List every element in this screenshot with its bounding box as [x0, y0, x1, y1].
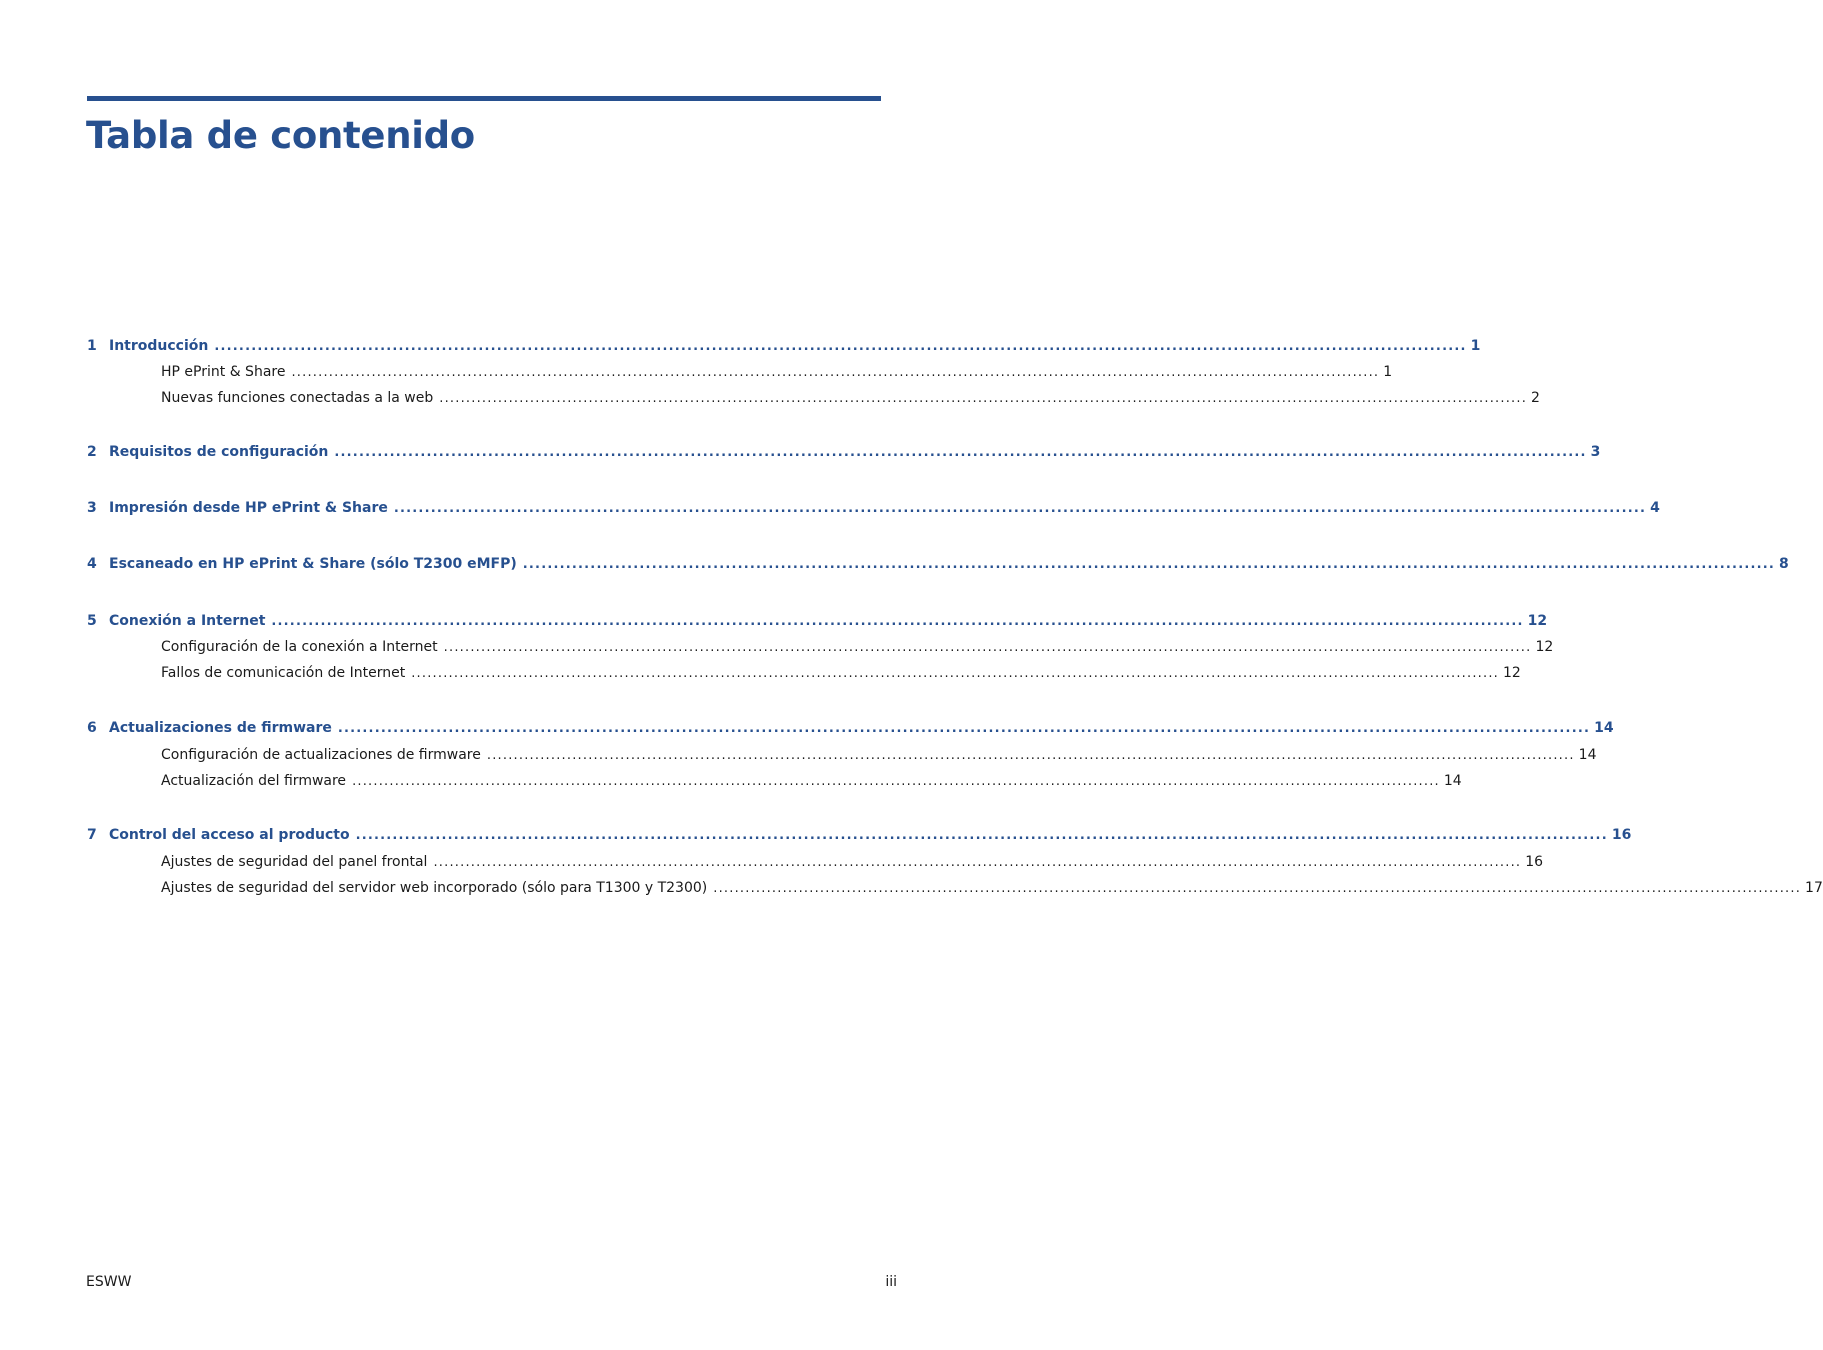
toc-section-6-2[interactable]: [161, 771, 1462, 791]
chapter-title: Escaneado en HP ePrint & Share (sólo T2300 eMFP): [109, 556, 517, 572]
toc-chapter-1[interactable]: [87, 336, 1481, 356]
footer-page-number: iii: [885, 1274, 897, 1290]
page-number: 12: [1527, 613, 1548, 629]
dot-leader: ............................................................................................................................................................................................................: [439, 391, 1528, 406]
chapter-number: 6: [87, 720, 97, 736]
toc-chapter-3[interactable]: [87, 498, 1660, 518]
section-title: Fallos de comunicación de Internet: [161, 665, 406, 681]
chapter-title: Control del acceso al producto: [109, 827, 350, 843]
toc-section-1-2[interactable]: [161, 388, 1540, 408]
toc-section-6-1[interactable]: [161, 745, 1597, 765]
page-number: 2: [1531, 390, 1540, 406]
chapter-title: Conexión a Internet: [109, 613, 266, 629]
dot-leader: ............................................................................................................................................................................................................: [522, 557, 1776, 572]
toc-section-5-1[interactable]: [161, 637, 1554, 657]
toc-chapter-2[interactable]: [87, 442, 1601, 462]
chapter-number: 5: [87, 613, 97, 629]
toc-section-5-2[interactable]: [161, 663, 1521, 683]
section-title: Configuración de la conexión a Internet: [161, 639, 438, 655]
section-title: Nuevas funciones conectadas a la web: [161, 390, 434, 406]
page-number: 14: [1594, 720, 1614, 736]
page-number: 8: [1779, 556, 1789, 572]
chapter-number: 7: [87, 827, 97, 843]
page-number: 1: [1470, 338, 1481, 354]
chapter-title: Introducción: [109, 338, 209, 354]
page-number: 4: [1650, 500, 1660, 516]
page-title: Tabla de contenido: [86, 114, 475, 157]
page-number: 3: [1590, 444, 1601, 460]
dot-leader: ............................................................................................................................................................................................................: [411, 666, 1500, 681]
dot-leader: ............................................................................................................................................................................................................: [355, 828, 1608, 843]
chapter-number: 2: [87, 444, 97, 460]
chapter-title: Requisitos de configuración: [109, 444, 329, 460]
chapter-number: 3: [87, 500, 97, 516]
section-title: HP ePrint & Share: [161, 364, 286, 380]
page-number: 16: [1525, 854, 1544, 870]
dot-leader: ............................................................................................................................................................................................................: [334, 445, 1587, 460]
dot-leader: ............................................................................................................................................................................................................: [433, 855, 1522, 870]
toc-chapter-4[interactable]: [87, 554, 1789, 574]
toc-section-7-1[interactable]: [161, 852, 1544, 872]
section-title: Ajustes de seguridad del servidor web incorporado (sólo para T1300 y T2300): [161, 880, 708, 896]
dot-leader: ............................................................................................................................................................................................................: [337, 721, 1591, 736]
page-number: 14: [1443, 773, 1462, 789]
dot-leader: ............................................................................................................................................................................................................: [443, 640, 1532, 655]
chapter-title: Impresión desde HP ePrint & Share: [109, 500, 388, 516]
toc-chapter-6[interactable]: [87, 718, 1614, 738]
page-number: 17: [1805, 880, 1823, 896]
toc-section-7-2[interactable]: [161, 878, 1823, 898]
toc-section-1-1[interactable]: [161, 362, 1393, 382]
title-rule: [87, 96, 881, 101]
page-number: 1: [1383, 364, 1393, 380]
section-title: Configuración de actualizaciones de firmware: [161, 747, 481, 763]
chapter-number: 1: [87, 338, 97, 354]
dot-leader: ............................................................................................................................................................................................................: [214, 339, 1467, 354]
toc-chapter-7[interactable]: [87, 825, 1632, 845]
section-title: Ajustes de seguridad del panel frontal: [161, 854, 428, 870]
toc-chapter-5[interactable]: [87, 611, 1548, 631]
section-title: Actualización del firmware: [161, 773, 347, 789]
dot-leader: ............................................................................................................................................................................................................: [271, 614, 1524, 629]
dot-leader: ............................................................................................................................................................................................................: [291, 365, 1380, 380]
page-number: 16: [1611, 827, 1632, 843]
page-number: 12: [1535, 639, 1554, 655]
dot-leader: ............................................................................................................................................................................................................: [486, 748, 1575, 763]
dot-leader: ............................................................................................................................................................................................................: [713, 881, 1802, 896]
dot-leader: ............................................................................................................................................................................................................: [393, 501, 1647, 516]
page-number: 12: [1503, 665, 1521, 681]
chapter-number: 4: [87, 556, 97, 572]
dot-leader: ............................................................................................................................................................................................................: [352, 774, 1440, 789]
page-number: 14: [1578, 747, 1597, 763]
chapter-title: Actualizaciones de firmware: [109, 720, 332, 736]
footer-doc-code: ESWW: [86, 1274, 132, 1290]
